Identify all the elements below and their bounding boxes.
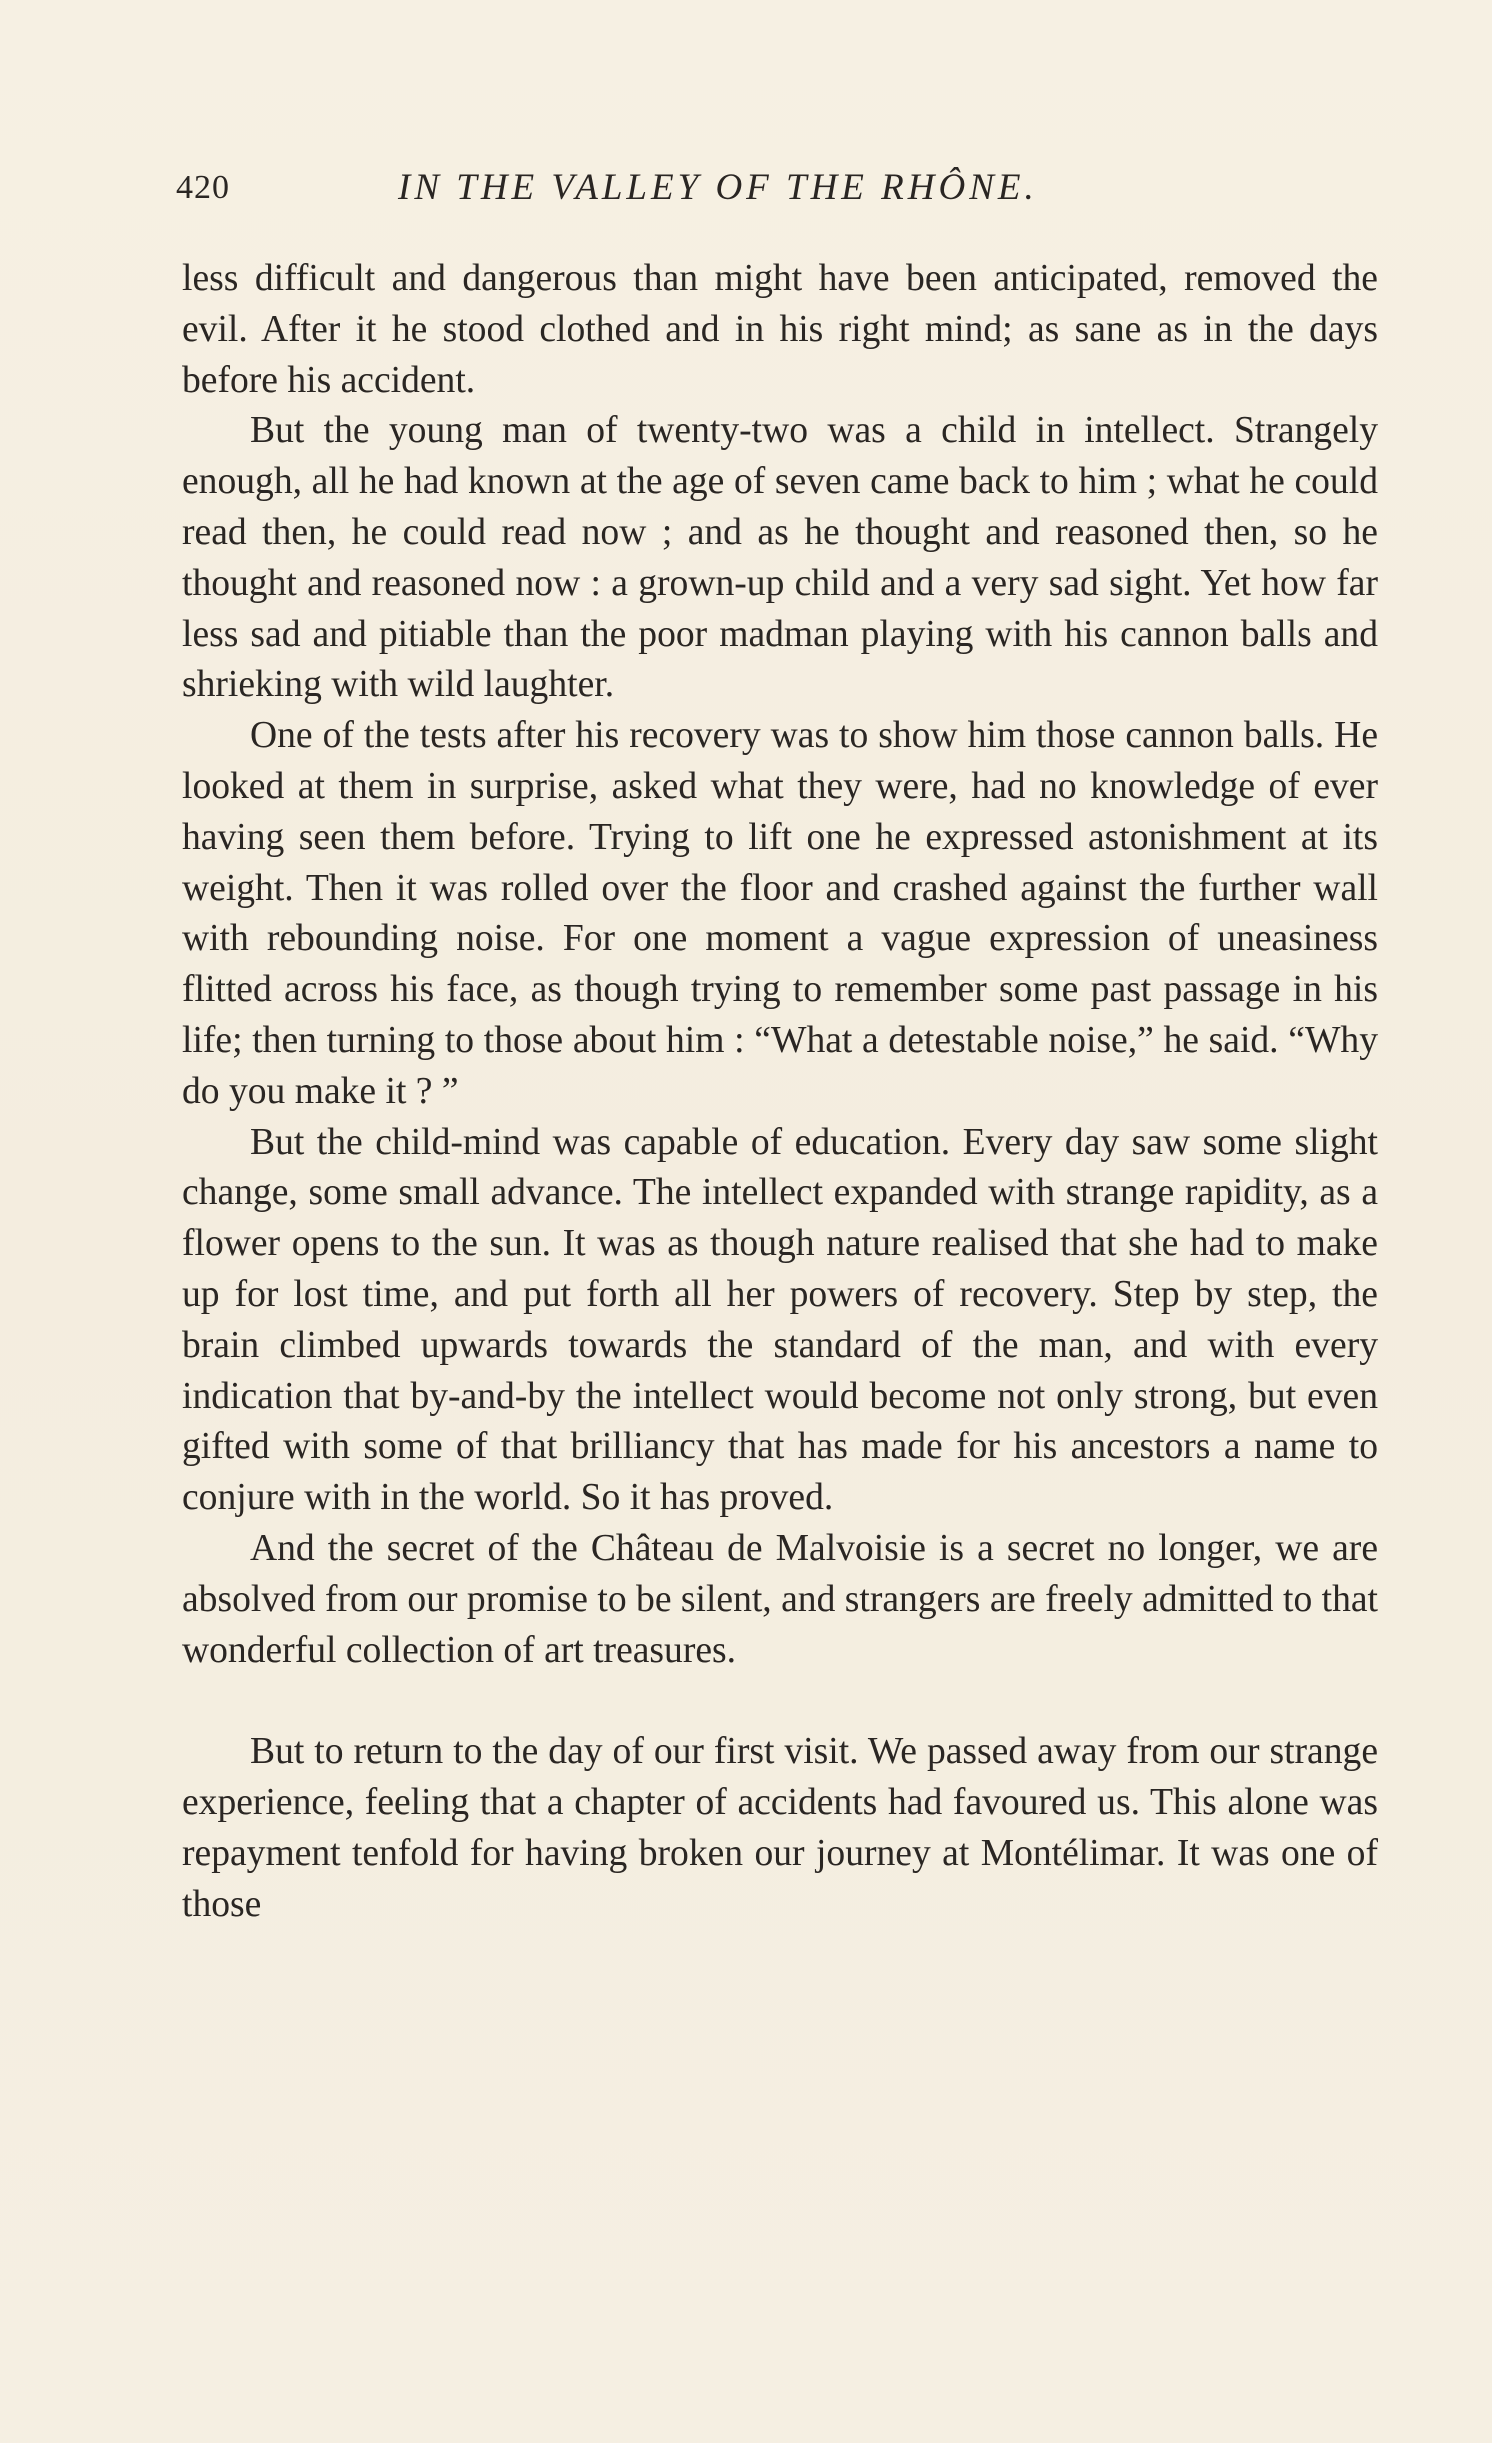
section-break <box>182 1676 1378 1727</box>
paragraph-education: But the child-mind was capable of education. Every day saw some slight change, some small advance. The intellect expanded with strange rapidity, as a flower opens to the sun. It was as though nature realised that she had to make up for lost time, and put forth all her powers of recovery. Step by step, the brain climbed upwards towards the standard of the man, and with every indication that by-and-by the intellect would become not only strong, but even gifted with some of that brilliancy that has made for his ancestors a name to conjure with in the world. So it has proved. <box>182 1121 1378 1519</box>
paragraph-secret: And the secret of the Château de Malvoisie is a secret no longer, we are absolved from our promise to be silent, and strangers are freely admitted to that wonderful collection of art treasures. <box>182 1527 1378 1671</box>
paragraph-cannon-balls: One of the tests after his recovery was to show him those cannon balls. He looked at them in surprise, asked what they were, had no knowledge of ever having seen them before. Trying to lift one he expressed astonishment at its weight. Then it was rolled over the floor and crashed against the further wall with rebounding noise. For one moment a vague expression of uneasiness flitted across his face, as though trying to remember some past passage in his life; then turning to those about him : “What a detestable noise,” he said. “Why do you make it ? ” <box>182 715 1378 1112</box>
paragraph-child-in-intellect: But the young man of twenty-two was a child in intellect. Strangely enough, all he had known at the age of seven came back to him ; what he could read then, he could read now ; and as he thought and reasoned then, so he thought and reasoned now : a grown-up child and a very sad sight. Yet how far less sad and pitiable than the poor madman playing with his cannon balls and shrieking with wild laughter. <box>182 410 1378 706</box>
running-head <box>176 158 1376 218</box>
page-number: 420 <box>176 169 230 206</box>
paragraph-continued: less difficult and dangerous than might have been anticipated, removed the evil. After it he stood clothed and in his right mind; as sane as in the days before his accident. <box>182 258 1378 401</box>
body-text <box>182 254 1378 1931</box>
running-title: IN THE VALLEY OF THE RHÔNE. <box>398 167 1038 208</box>
paragraph-return: But to return to the day of our first visit. We passed away from our strange experience, feeling that a chapter of accidents had favoured us. This alone was repayment tenfold for having broken our journey at Montélimar. It was one of those <box>182 1731 1378 1925</box>
